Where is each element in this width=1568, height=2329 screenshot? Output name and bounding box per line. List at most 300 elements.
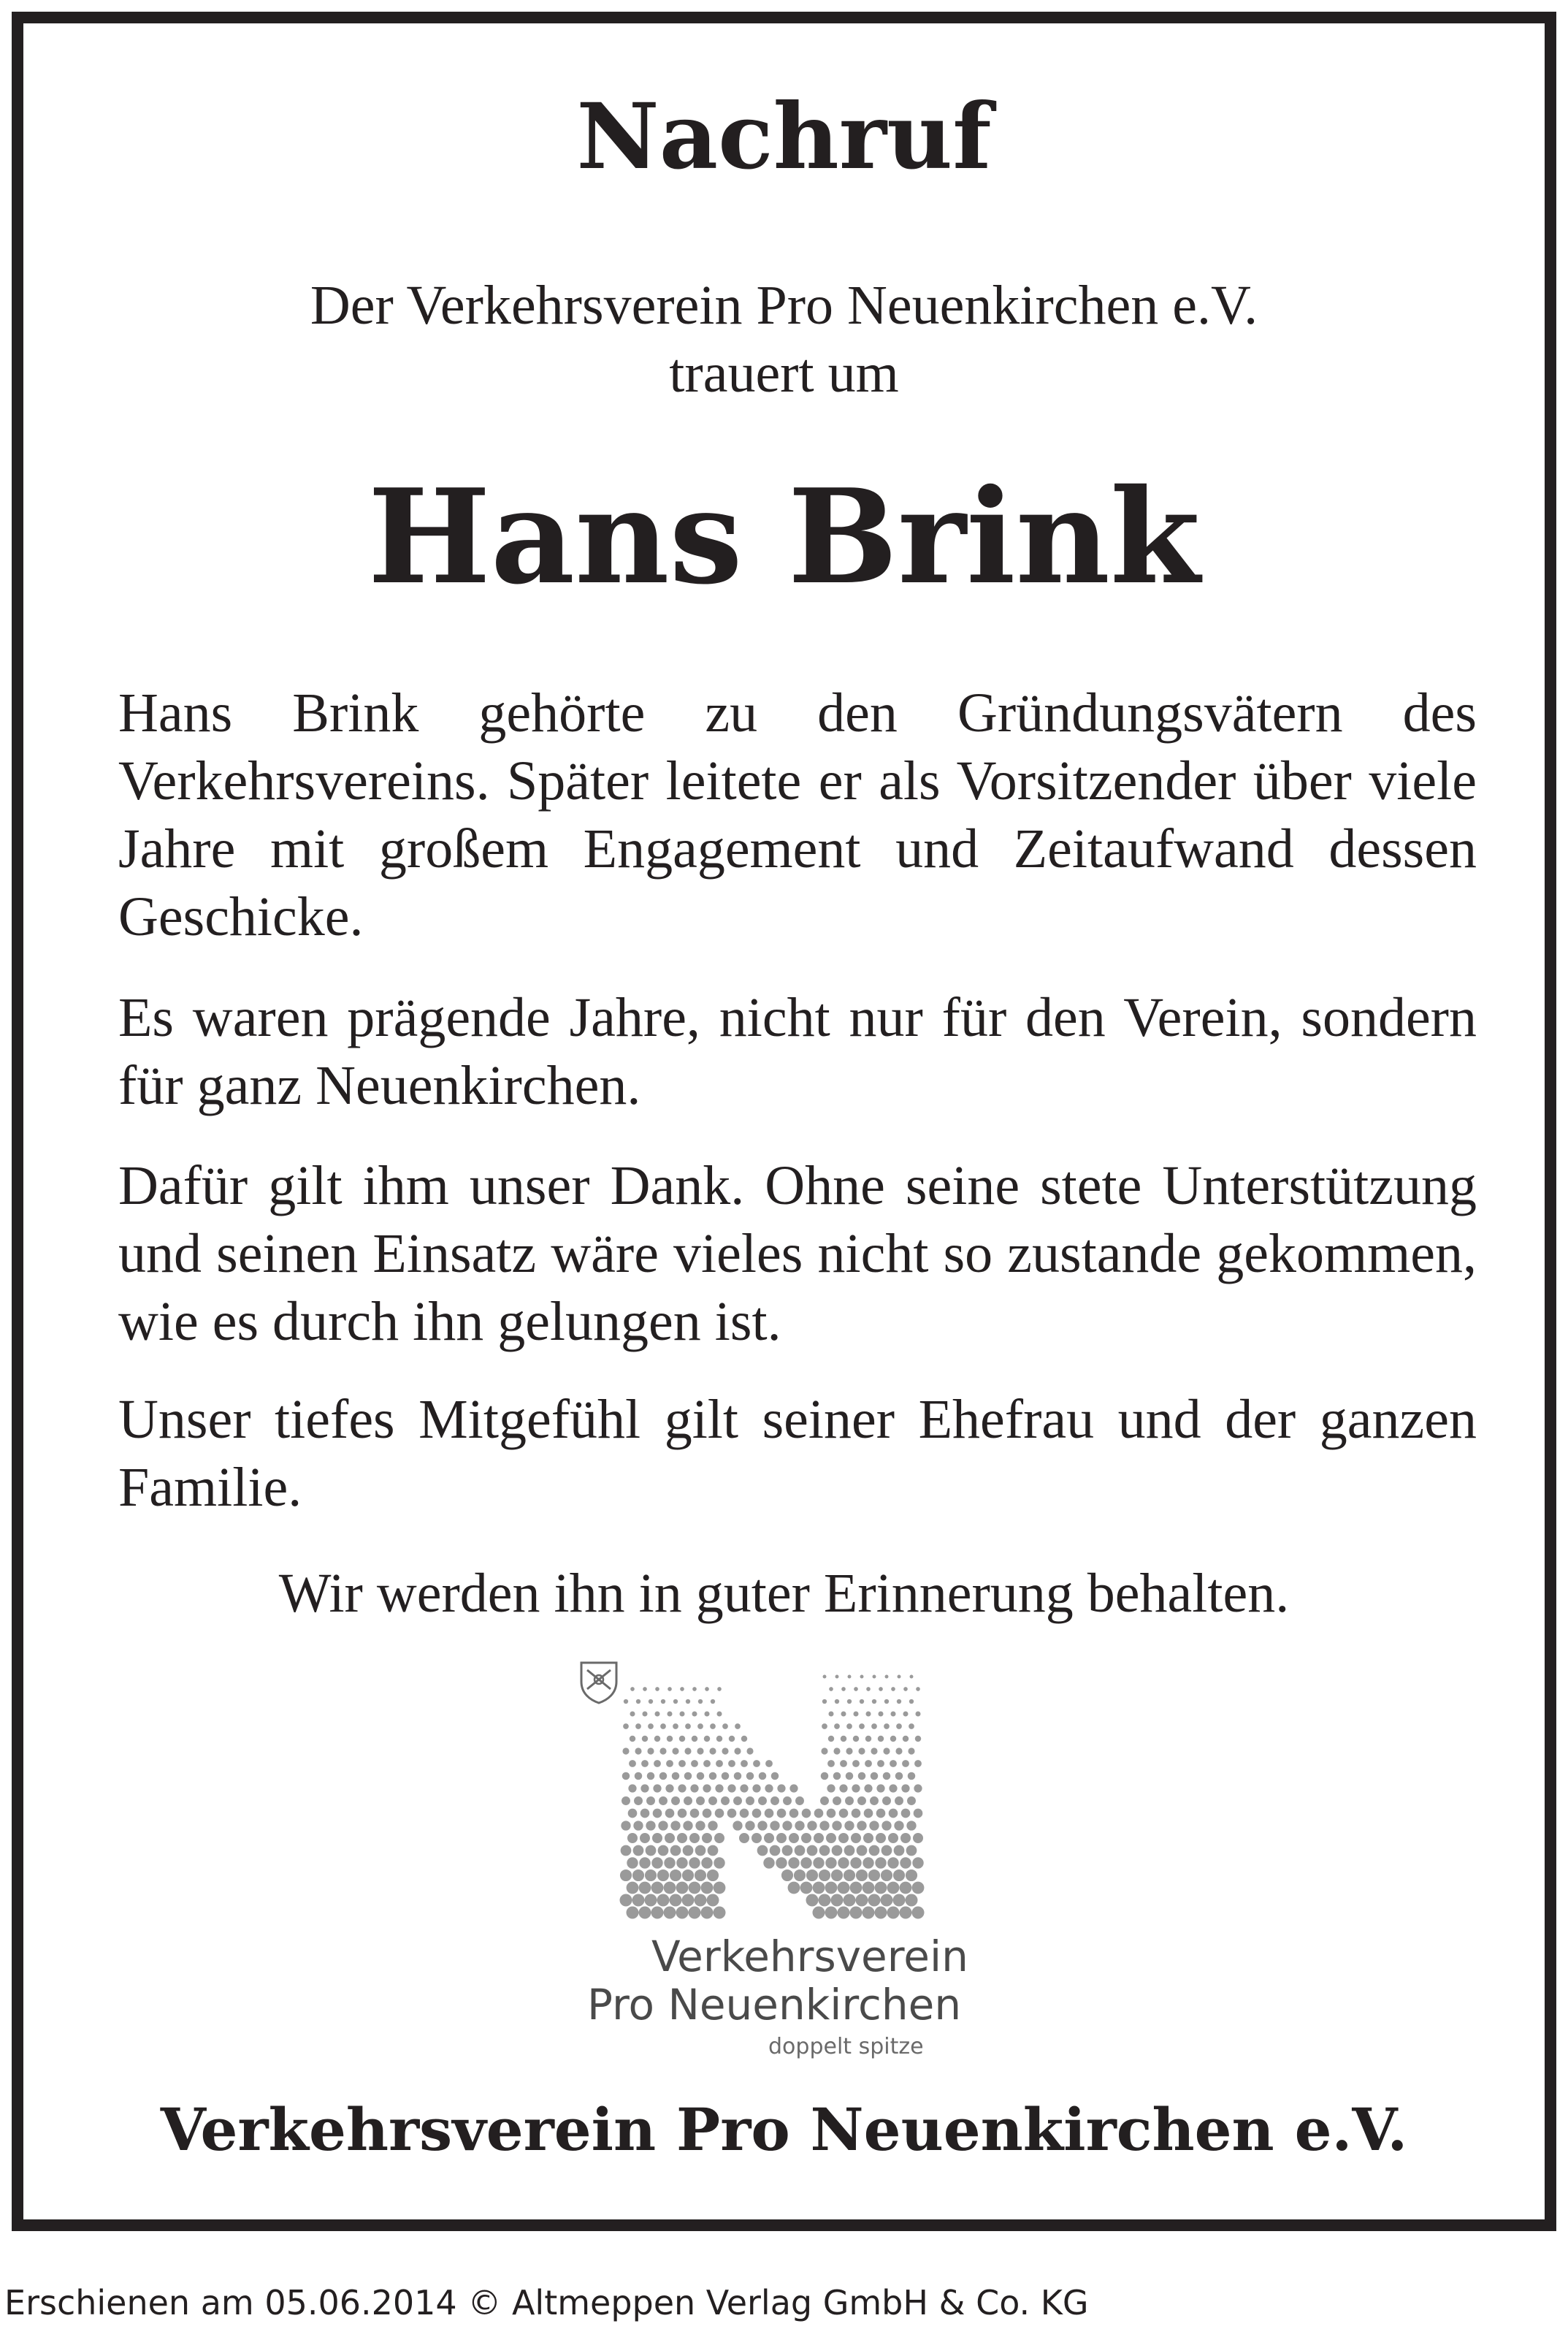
logo-dot [844, 1821, 854, 1830]
logo-dot [714, 1907, 726, 1919]
logo-dot [789, 1833, 799, 1843]
logo-dot [752, 1833, 762, 1843]
logo-dot [819, 1869, 830, 1881]
logo-dot [670, 1845, 681, 1856]
logo-dot [655, 1687, 659, 1691]
logo-dot [711, 1699, 715, 1704]
logo-dot [802, 1809, 811, 1818]
logo-dot [852, 1784, 860, 1792]
logo-dot [858, 1772, 866, 1780]
logo-dot [670, 1894, 682, 1907]
logo-dot [691, 1760, 698, 1767]
paragraph-4: Unser tiefes Mitgefühl gilt seiner Ehefrau und der ganzen Familie. [118, 1389, 1477, 1518]
logo-dot [620, 1869, 632, 1881]
logo-dot [881, 1845, 892, 1856]
logo-dot [860, 1699, 864, 1704]
logo-dot [826, 1833, 836, 1843]
logo-dot [914, 1809, 923, 1818]
logo-dot [717, 1687, 722, 1691]
logo-dot [745, 1821, 754, 1830]
logo-dot [788, 1882, 800, 1894]
logo-dot [647, 1747, 654, 1754]
logo-dot [833, 1772, 841, 1780]
logo-dot [819, 1845, 830, 1856]
logo-dot [881, 1869, 892, 1881]
logo-dot [678, 1784, 686, 1792]
logo-dot [665, 1809, 675, 1818]
logo-dot [795, 1821, 804, 1830]
logo-dot [795, 1796, 804, 1805]
logo-dot [864, 1784, 872, 1792]
logo-dot [777, 1809, 787, 1818]
logo-dot [689, 1907, 701, 1919]
logo-dot [841, 1687, 846, 1691]
paragraph-3: Dafür gilt ihm unser Dank. Ohne seine stete Unterstützung und seinen Einsatz wäre vieles nicht so zustande gekommen, wie es durch ihn gelungen ist. [118, 1155, 1477, 1352]
logo-dot [659, 1796, 668, 1805]
logo-dot [813, 1857, 824, 1868]
logo-dot [890, 1736, 896, 1742]
logo-dot [653, 1809, 662, 1818]
logo-dot [678, 1809, 687, 1818]
logo-dot [875, 1882, 887, 1894]
logo-dot [844, 1869, 855, 1881]
logo-dot [679, 1711, 684, 1716]
logo-dot [648, 1723, 654, 1729]
logo-dot [782, 1845, 793, 1856]
logo-dot [834, 1723, 840, 1729]
logo-dot [727, 1784, 735, 1792]
logo-dot [643, 1687, 647, 1691]
logo-dot [863, 1833, 873, 1843]
logo-dot [716, 1736, 722, 1742]
crest-icon [578, 1660, 619, 1705]
logo-dot [734, 1747, 741, 1754]
logo-dot [757, 1821, 767, 1830]
logo-dot [765, 1760, 773, 1767]
association-logo [578, 1660, 1031, 2069]
logo-dot [851, 1833, 861, 1843]
logo-dot [692, 1687, 697, 1691]
logo-dot [807, 1821, 816, 1830]
publication-footer: Erschienen am 05.06.2014 © Altmeppen Verlag GmbH & Co. KG [4, 2283, 1089, 2322]
closing-line: Wir werden ihn in guter Erinnerung behalten. [278, 1563, 1290, 1624]
logo-dot [634, 1796, 643, 1805]
logo-dot [692, 1711, 697, 1716]
logo-dot [639, 1907, 651, 1919]
logo-dot [875, 1907, 887, 1919]
logo-dot [900, 1833, 911, 1843]
logo-dot [770, 1845, 781, 1856]
logo-dot [838, 1857, 849, 1868]
logo-dot [853, 1736, 859, 1742]
logo-dot [630, 1711, 635, 1716]
logo-dot [902, 1760, 909, 1767]
logo-dot [914, 1784, 922, 1792]
logo-dot [897, 1699, 901, 1704]
logo-dot [846, 1772, 854, 1780]
logo-dot [640, 1833, 650, 1843]
logo-dot [654, 1760, 661, 1767]
logo-dot [782, 1821, 792, 1830]
logo-dot [657, 1894, 670, 1907]
logo-dot [871, 1772, 879, 1780]
logo-dot [915, 1736, 921, 1742]
logo-dot [783, 1796, 792, 1805]
logo-dot [649, 1699, 653, 1704]
logo-dot [884, 1699, 889, 1704]
logo-dot [621, 1821, 630, 1830]
logo-dot [714, 1857, 724, 1868]
logo-dot [690, 1809, 700, 1818]
logo-dot [789, 1809, 799, 1818]
logo-dot [715, 1809, 724, 1818]
logo-dot [819, 1894, 831, 1907]
logo-dot [865, 1711, 871, 1716]
obituary-frame [12, 12, 1556, 2231]
logo-dot [806, 1869, 818, 1881]
logo-dot [628, 1809, 638, 1818]
logo-dot [659, 1747, 666, 1754]
logo-dot [884, 1723, 890, 1729]
logo-dot [877, 1760, 884, 1767]
logo-dot [658, 1845, 669, 1856]
logo-dot [857, 1821, 866, 1830]
logo-dot [695, 1869, 706, 1881]
logo-dot [848, 1675, 852, 1679]
logo-dot [630, 1736, 635, 1742]
logo-dot [676, 1882, 689, 1894]
logo-dot [898, 1675, 901, 1679]
logo-dot [678, 1760, 686, 1767]
logo-dot [900, 1907, 912, 1919]
logo-dot [704, 1711, 709, 1716]
logo-dot [822, 1723, 827, 1729]
logo-dot [906, 1869, 917, 1881]
logo-dot [895, 1772, 903, 1780]
logo-dot [695, 1845, 706, 1856]
logo-dot [715, 1784, 723, 1792]
logo-dot [845, 1796, 854, 1805]
logo-dot [628, 1784, 636, 1792]
logo-dot [653, 1784, 661, 1792]
logo-dot [667, 1711, 672, 1716]
logo-dot [639, 1857, 650, 1868]
logo-dot [776, 1857, 787, 1868]
logo-dot [903, 1687, 908, 1691]
logo-dot [907, 1796, 916, 1805]
logo-dot [646, 1796, 655, 1805]
logo-dot [740, 1784, 748, 1792]
logo-dot [831, 1869, 843, 1881]
logo-dot [714, 1882, 726, 1894]
logo-dot [912, 1857, 923, 1868]
logo-dot [850, 1882, 863, 1894]
logo-dot [722, 1772, 730, 1780]
intro-block [23, 272, 1545, 408]
logo-dot [909, 1723, 914, 1729]
logo-dot [735, 1723, 741, 1729]
logo-dot [686, 1699, 690, 1704]
logo-dot [865, 1760, 872, 1767]
logo-dot [670, 1869, 681, 1881]
logo-dot [703, 1760, 711, 1767]
logo-dot [640, 1809, 650, 1818]
logo-dot [828, 1736, 834, 1742]
logo-dot [641, 1760, 649, 1767]
logo-dot [639, 1882, 651, 1894]
logo-dot [813, 1882, 825, 1894]
paragraph-2: Es waren prägende Jahre, nicht nur für den Verein, sondern für ganz Neuenkirchen. [118, 987, 1477, 1116]
logo-dot [646, 1821, 655, 1830]
logo-dot [758, 1796, 767, 1805]
logo-dot [657, 1869, 669, 1881]
logo-dot [763, 1857, 774, 1868]
logo-dot [664, 1882, 676, 1894]
logo-dot [850, 1857, 861, 1868]
logo-dot [771, 1772, 779, 1780]
logo-dot [665, 1833, 675, 1843]
logo-dot [685, 1723, 691, 1729]
logo-dot [858, 1747, 865, 1754]
logo-dot [668, 1687, 672, 1691]
logo-dot [701, 1857, 712, 1868]
logo-dot [666, 1760, 673, 1767]
logo-dot [896, 1723, 902, 1729]
logo-dot [839, 1784, 847, 1792]
logo-dot [642, 1736, 648, 1742]
logo-dot [708, 1821, 717, 1830]
logo-dot [821, 1772, 829, 1780]
logo-dot [682, 1894, 695, 1907]
logo-dot [621, 1845, 632, 1856]
logo-dot [876, 1809, 886, 1818]
logo-dot [871, 1723, 877, 1729]
logo-dot [891, 1687, 895, 1691]
logo-dot [841, 1736, 846, 1742]
logo-dot [869, 1821, 879, 1830]
logo-dot [838, 1882, 850, 1894]
logo-dot [814, 1833, 824, 1843]
logo-dot [672, 1747, 678, 1754]
logo-dot [661, 1699, 665, 1704]
logo-dot [692, 1736, 697, 1742]
logo-dot [835, 1675, 839, 1679]
logo-dot [838, 1907, 850, 1919]
logo-dot [876, 1833, 886, 1843]
intro-line-organization: Der Verkehrsverein Pro Neuenkirchen e.V. [310, 275, 1258, 336]
logo-text-line1: Verkehrsverein [651, 1932, 968, 1981]
logo-dot [856, 1869, 868, 1881]
logo-tagline: doppelt spitze [768, 2034, 924, 2059]
logo-dot [871, 1747, 877, 1754]
logo-dot [900, 1882, 912, 1894]
logo-dot [852, 1760, 860, 1767]
logo-dot [627, 1882, 639, 1894]
logo-dot [893, 1894, 906, 1907]
logo-dot [676, 1907, 689, 1919]
logo-dot [741, 1760, 748, 1767]
logo-dot [697, 1723, 703, 1729]
logo-dot [705, 1687, 709, 1691]
logo-dot [765, 1809, 774, 1818]
logo-dot [827, 1784, 835, 1792]
logo-dot [765, 1784, 773, 1792]
logo-dot [664, 1907, 676, 1919]
logo-dot [632, 1894, 645, 1907]
logo-dot [776, 1833, 787, 1843]
logo-dot [622, 1772, 630, 1780]
logo-dot [757, 1845, 768, 1856]
logo-dot [733, 1796, 742, 1805]
logo-dot [654, 1736, 660, 1742]
logo-dot [903, 1711, 908, 1716]
logo-dot [908, 1747, 914, 1754]
logo-dot [833, 1796, 841, 1805]
logo-dot [854, 1687, 858, 1691]
logo-dot [635, 1723, 641, 1729]
intro-line-mourns: trauert um [669, 343, 899, 404]
logo-dot [716, 1760, 723, 1767]
logo-dot [746, 1747, 753, 1754]
logo-dot [623, 1723, 629, 1729]
logo-dot [683, 1821, 692, 1830]
logo-dot [683, 1845, 694, 1856]
logo-dot [620, 1894, 632, 1907]
logo-dot [860, 1675, 864, 1679]
logo-dot [906, 1821, 916, 1830]
logo-dot [903, 1736, 909, 1742]
logo-dot [865, 1736, 871, 1742]
logo-dot [753, 1760, 760, 1767]
logo-dot [647, 1772, 655, 1780]
logo-dot [876, 1784, 884, 1792]
logo-dot [801, 1833, 811, 1843]
logo-dot [654, 1711, 659, 1716]
logo-dot [901, 1784, 909, 1792]
logo-dot [729, 1736, 735, 1742]
logo-dot [645, 1869, 657, 1881]
logo-dot [895, 1747, 902, 1754]
logo-dot [844, 1845, 855, 1856]
logo-dot [646, 1845, 657, 1856]
logo-dot [709, 1747, 716, 1754]
logo-dot [684, 1747, 691, 1754]
logo-dot [832, 1845, 843, 1856]
logo-dot [863, 1907, 875, 1919]
logo-dot [833, 1747, 840, 1754]
logo-dot [875, 1857, 886, 1868]
logo-dot [859, 1723, 865, 1729]
logo-dot [819, 1821, 829, 1830]
logo-dot [658, 1821, 668, 1830]
logo-dot [701, 1882, 714, 1894]
logo-dot [878, 1711, 883, 1716]
logo-dot [709, 1772, 717, 1780]
logo-dot [881, 1821, 891, 1830]
logo-dot [889, 1809, 898, 1818]
logo-dot [622, 1796, 630, 1805]
logo-dot [697, 1772, 705, 1780]
logo-dot [866, 1687, 871, 1691]
logo-dot [690, 1784, 698, 1792]
logo-dot [822, 1699, 827, 1704]
logo-dot [912, 1907, 925, 1919]
logo-dot [894, 1845, 905, 1856]
logo-dot [746, 1796, 754, 1805]
logo-dot [846, 1747, 852, 1754]
logo-dot [714, 1833, 724, 1843]
logo-dot [864, 1809, 873, 1818]
logo-dot [673, 1723, 678, 1729]
logo-dot [645, 1894, 657, 1907]
logo-dot [853, 1711, 858, 1716]
logo-dot [710, 1723, 716, 1729]
logo-dot [806, 1894, 819, 1907]
logo-dot [667, 1736, 673, 1742]
logo-dot [708, 1845, 719, 1856]
logo-dot [857, 1845, 868, 1856]
paragraph-1: Hans Brink gehörte zu den Gründungsvätern des Verkehrsvereins. Später leitete er als Vorsitzender über viele Jahre mit großem Engagement und Zeitaufwand dessen Geschicke. [118, 682, 1477, 948]
logo-dot [881, 1894, 893, 1907]
logo-dot [883, 1772, 891, 1780]
logo-dot [820, 1796, 829, 1805]
logo-dot [841, 1711, 846, 1716]
logo-dot [869, 1845, 880, 1856]
logo-dot [870, 1796, 879, 1805]
logo-dot [814, 1809, 824, 1818]
logo-dot [910, 1675, 914, 1679]
logo-dot [893, 1869, 905, 1881]
logo-dot [624, 1699, 628, 1704]
logo-dot [635, 1747, 641, 1754]
deceased-name: Hans Brink [367, 460, 1201, 613]
logo-dot [789, 1784, 798, 1792]
logo-dot [885, 1675, 889, 1679]
logo-dot [887, 1882, 900, 1894]
logo-dot [856, 1894, 868, 1907]
logo-dot [642, 1711, 647, 1716]
logo-dot [707, 1869, 719, 1881]
logo-dot [627, 1857, 638, 1868]
logo-dot [906, 1845, 917, 1856]
logo-dot [823, 1675, 827, 1679]
signature-organization: Verkehrsverein Pro Neuenkirchen e.V. [160, 2095, 1408, 2164]
logo-dot [770, 1821, 779, 1830]
logo-dot [831, 1894, 844, 1907]
logo-dot [835, 1699, 839, 1704]
logo-dot [684, 1796, 692, 1805]
logo-dot [890, 1711, 895, 1716]
logo-dot [889, 1784, 897, 1792]
logo-dot [708, 1796, 717, 1805]
logo-dot [828, 1711, 833, 1716]
logo-dot [740, 1809, 749, 1818]
logo-dot [652, 1833, 662, 1843]
logo-dot [630, 1687, 635, 1691]
logo-dot [863, 1857, 873, 1868]
logo-dot [825, 1882, 838, 1894]
logo-dot [670, 1821, 680, 1830]
logo-dot [840, 1760, 847, 1767]
logo-dot [629, 1760, 636, 1767]
logo-dot [689, 1882, 701, 1894]
logo-dot [827, 1809, 836, 1818]
logo-dot [680, 1687, 684, 1691]
logo-dot [733, 1821, 742, 1830]
logo-dot [707, 1894, 719, 1907]
logo-dot [895, 1796, 903, 1805]
logo-dot [794, 1869, 806, 1881]
